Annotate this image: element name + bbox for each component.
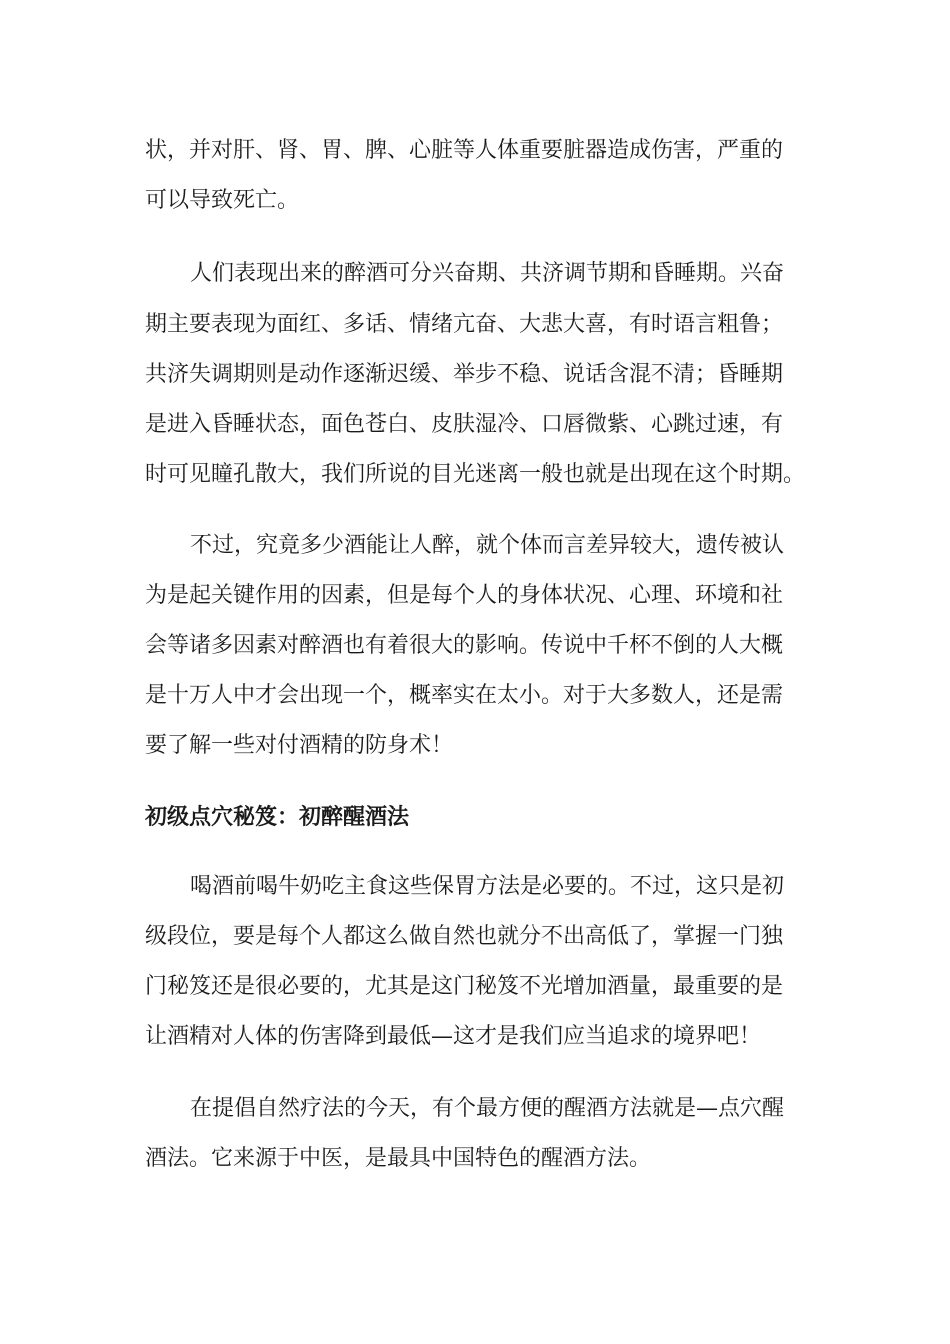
paragraph-3-line-1: 不过，究竟多少酒能让人醉，就个体而言差异较大，遗传被认 bbox=[190, 533, 785, 558]
paragraph-1-line-1: 状，并对肝、肾、胃、脾、心脏等人体重要脏器造成伤害，严重的 bbox=[145, 138, 784, 163]
paragraph-2-line-4: 是进入昏睡状态，面色苍白、皮肤湿冷、口唇微紫、心跳过速，有 bbox=[145, 412, 784, 437]
paragraph-4-line-1: 喝酒前喝牛奶吃主食这些保胃方法是必要的。不过，这只是初 bbox=[190, 874, 785, 899]
paragraph-3-line-2: 为是起关键作用的因素，但是每个人的身体状况、心理、环境和社 bbox=[145, 583, 784, 608]
section-heading: 初级点穴秘笈：初醉醒酒法 bbox=[145, 804, 410, 830]
paragraph-5-line-2: 酒法。它来源于中医，是最具中国特色的醒酒方法。 bbox=[145, 1146, 652, 1171]
paragraph-2-line-5: 时可见瞳孔散大，我们所说的目光迷离一般也就是出现在这个时期。 bbox=[145, 462, 806, 487]
paragraph-2-line-2: 期主要表现为面红、多话、情绪亢奋、大悲大喜，有时语言粗鲁； bbox=[145, 312, 784, 337]
paragraph-3-line-4: 是十万人中才会出现一个，概率实在太小。对于大多数人，还是需 bbox=[145, 683, 784, 708]
paragraph-1-line-2: 可以导致死亡。 bbox=[145, 188, 300, 213]
paragraph-4-line-2: 级段位，要是每个人都这么做自然也就分不出高低了，掌握一门独 bbox=[145, 924, 784, 949]
paragraph-3-line-3: 会等诸多因素对醉酒也有着很大的影响。传说中千杯不倒的人大概 bbox=[145, 633, 784, 658]
paragraph-4-line-4: 让酒精对人体的伤害降到最低—这才是我们应当追求的境界吧！ bbox=[145, 1024, 762, 1049]
paragraph-2-line-1: 人们表现出来的醉酒可分兴奋期、共济调节期和昏睡期。兴奋 bbox=[190, 261, 785, 286]
paragraph-3-line-5: 要了解一些对付酒精的防身术！ bbox=[145, 733, 454, 758]
paragraph-2-line-3: 共济失调期则是动作逐渐迟缓、举步不稳、说话含混不清；昏睡期 bbox=[145, 362, 784, 387]
paragraph-4-line-3: 门秘笈还是很必要的，尤其是这门秘笈不光增加酒量，最重要的是 bbox=[145, 974, 784, 999]
paragraph-5-line-1: 在提倡自然疗法的今天，有个最方便的醒酒方法就是—点穴醒 bbox=[190, 1096, 785, 1121]
